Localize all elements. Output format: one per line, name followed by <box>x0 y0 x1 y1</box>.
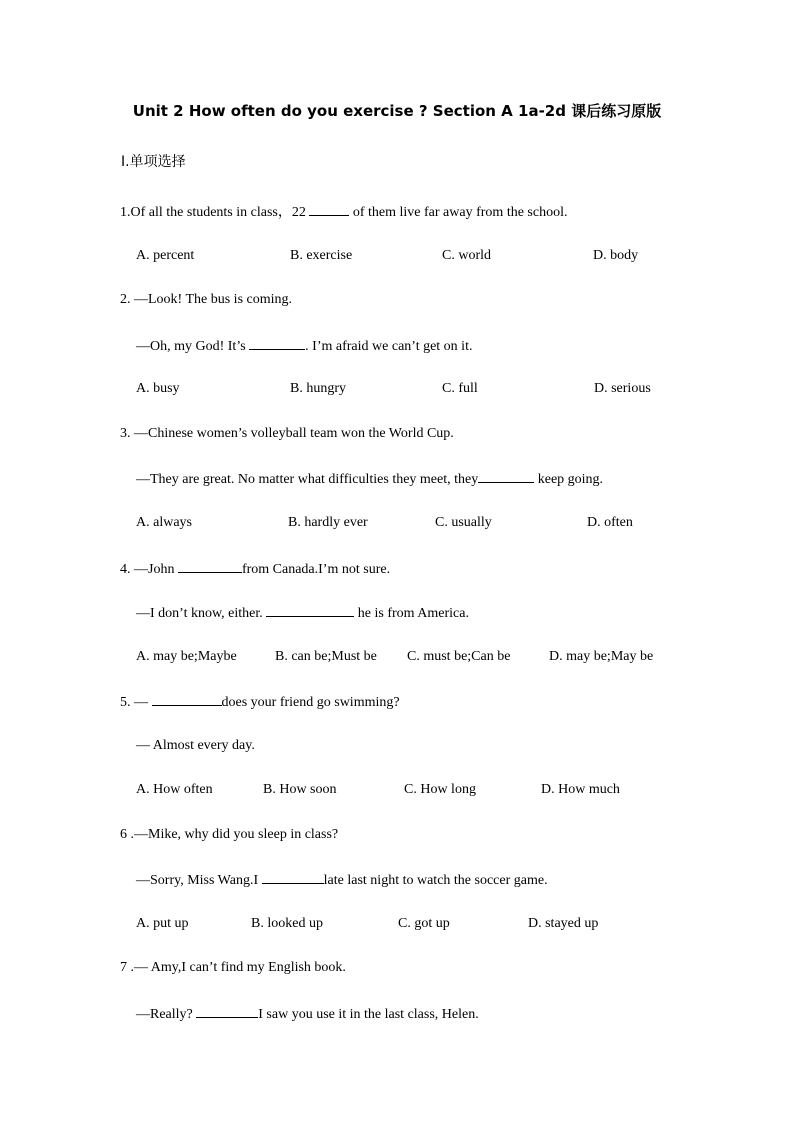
answer-blank <box>478 469 534 483</box>
question-5-reply <box>136 737 255 755</box>
option-c: C. world <box>442 248 491 263</box>
question-6-reply <box>136 870 548 890</box>
question-2-stem <box>120 291 292 309</box>
option-a: A. How often <box>136 782 213 797</box>
question-6-stem <box>120 826 338 844</box>
question-text: 7 .— Amy,I can’t find my English book. <box>120 960 346 975</box>
question-text: 3. —Chinese women’s volleyball team won the World Cup. <box>120 426 454 441</box>
option-b: B. hardly ever <box>288 515 368 530</box>
question-text: I saw you use it in the last class, Helen. <box>258 1007 479 1022</box>
question-text: keep going. <box>534 472 604 487</box>
option-a: A. busy <box>136 381 180 396</box>
question-text: —Sorry, Miss Wang.I <box>136 873 262 888</box>
question-text: 2. —Look! The bus is coming. <box>120 292 293 307</box>
question-text: 4. —John <box>120 562 178 577</box>
question-text: — Almost every day. <box>136 738 255 753</box>
answer-blank <box>266 603 354 617</box>
question-4-stem <box>120 559 390 579</box>
option-a: A. may be;Maybe <box>136 649 237 664</box>
option-a: A. always <box>136 515 192 530</box>
question-5-stem <box>120 692 400 712</box>
question-text: —Oh, my God! It’s <box>136 339 250 354</box>
question-text: —Really? <box>136 1007 197 1022</box>
question-text: of them live far away from the school. <box>349 205 568 220</box>
option-c: C. How long <box>404 782 476 797</box>
answer-blank <box>262 870 324 884</box>
option-d: D. body <box>593 248 639 263</box>
option-d: D. How much <box>541 782 620 797</box>
answer-blank <box>196 1004 258 1018</box>
option-b: B. hungry <box>290 381 346 396</box>
question-text: does your friend go swimming? <box>221 695 400 710</box>
question-7-reply <box>136 1004 479 1024</box>
question-text: 1.Of all the students in class，22 <box>120 205 310 220</box>
question-2-reply <box>136 336 472 356</box>
question-1-stem <box>120 202 567 222</box>
option-d: D. stayed up <box>528 916 599 931</box>
answer-blank <box>152 692 222 706</box>
question-3-reply <box>136 469 603 489</box>
question-text: 5. — <box>120 695 152 710</box>
question-7-stem <box>120 959 346 977</box>
question-4-reply <box>136 603 469 623</box>
option-c: C. must be;Can be <box>407 649 511 664</box>
option-b: B. can be;Must be <box>275 649 377 664</box>
section-heading: Ⅰ.单项选择 <box>121 154 186 170</box>
question-text: —I don’t know, either. <box>136 606 267 621</box>
answer-blank <box>309 202 349 216</box>
question-text: 6 .—Mike, why did you sleep in class? <box>120 827 339 842</box>
question-text: . I’m afraid we can’t get on it. <box>305 339 473 354</box>
option-b: B. How soon <box>263 782 337 797</box>
option-c: C. usually <box>435 515 492 530</box>
question-text: from Canada.I’m not sure. <box>241 562 391 577</box>
option-a: A. percent <box>136 248 195 263</box>
page-title: Unit 2 How often do you exercise ? Section A 1a-2d 课后练习原版 <box>132 102 662 120</box>
option-d: D. may be;May be <box>549 649 654 664</box>
question-text: he is from America. <box>354 606 469 621</box>
question-3-stem <box>120 425 454 443</box>
option-b: B. exercise <box>290 248 353 263</box>
question-text: —They are great. No matter what difficulties they meet, they <box>136 472 479 487</box>
question-text: late last night to watch the soccer game. <box>323 873 548 888</box>
option-d: D. often <box>587 515 633 530</box>
option-c: C. full <box>442 381 478 396</box>
option-b: B. looked up <box>251 916 323 931</box>
option-a: A. put up <box>136 916 189 931</box>
option-c: C. got up <box>398 916 450 931</box>
option-d: D. serious <box>594 381 651 396</box>
answer-blank <box>249 336 305 350</box>
answer-blank <box>178 559 242 573</box>
